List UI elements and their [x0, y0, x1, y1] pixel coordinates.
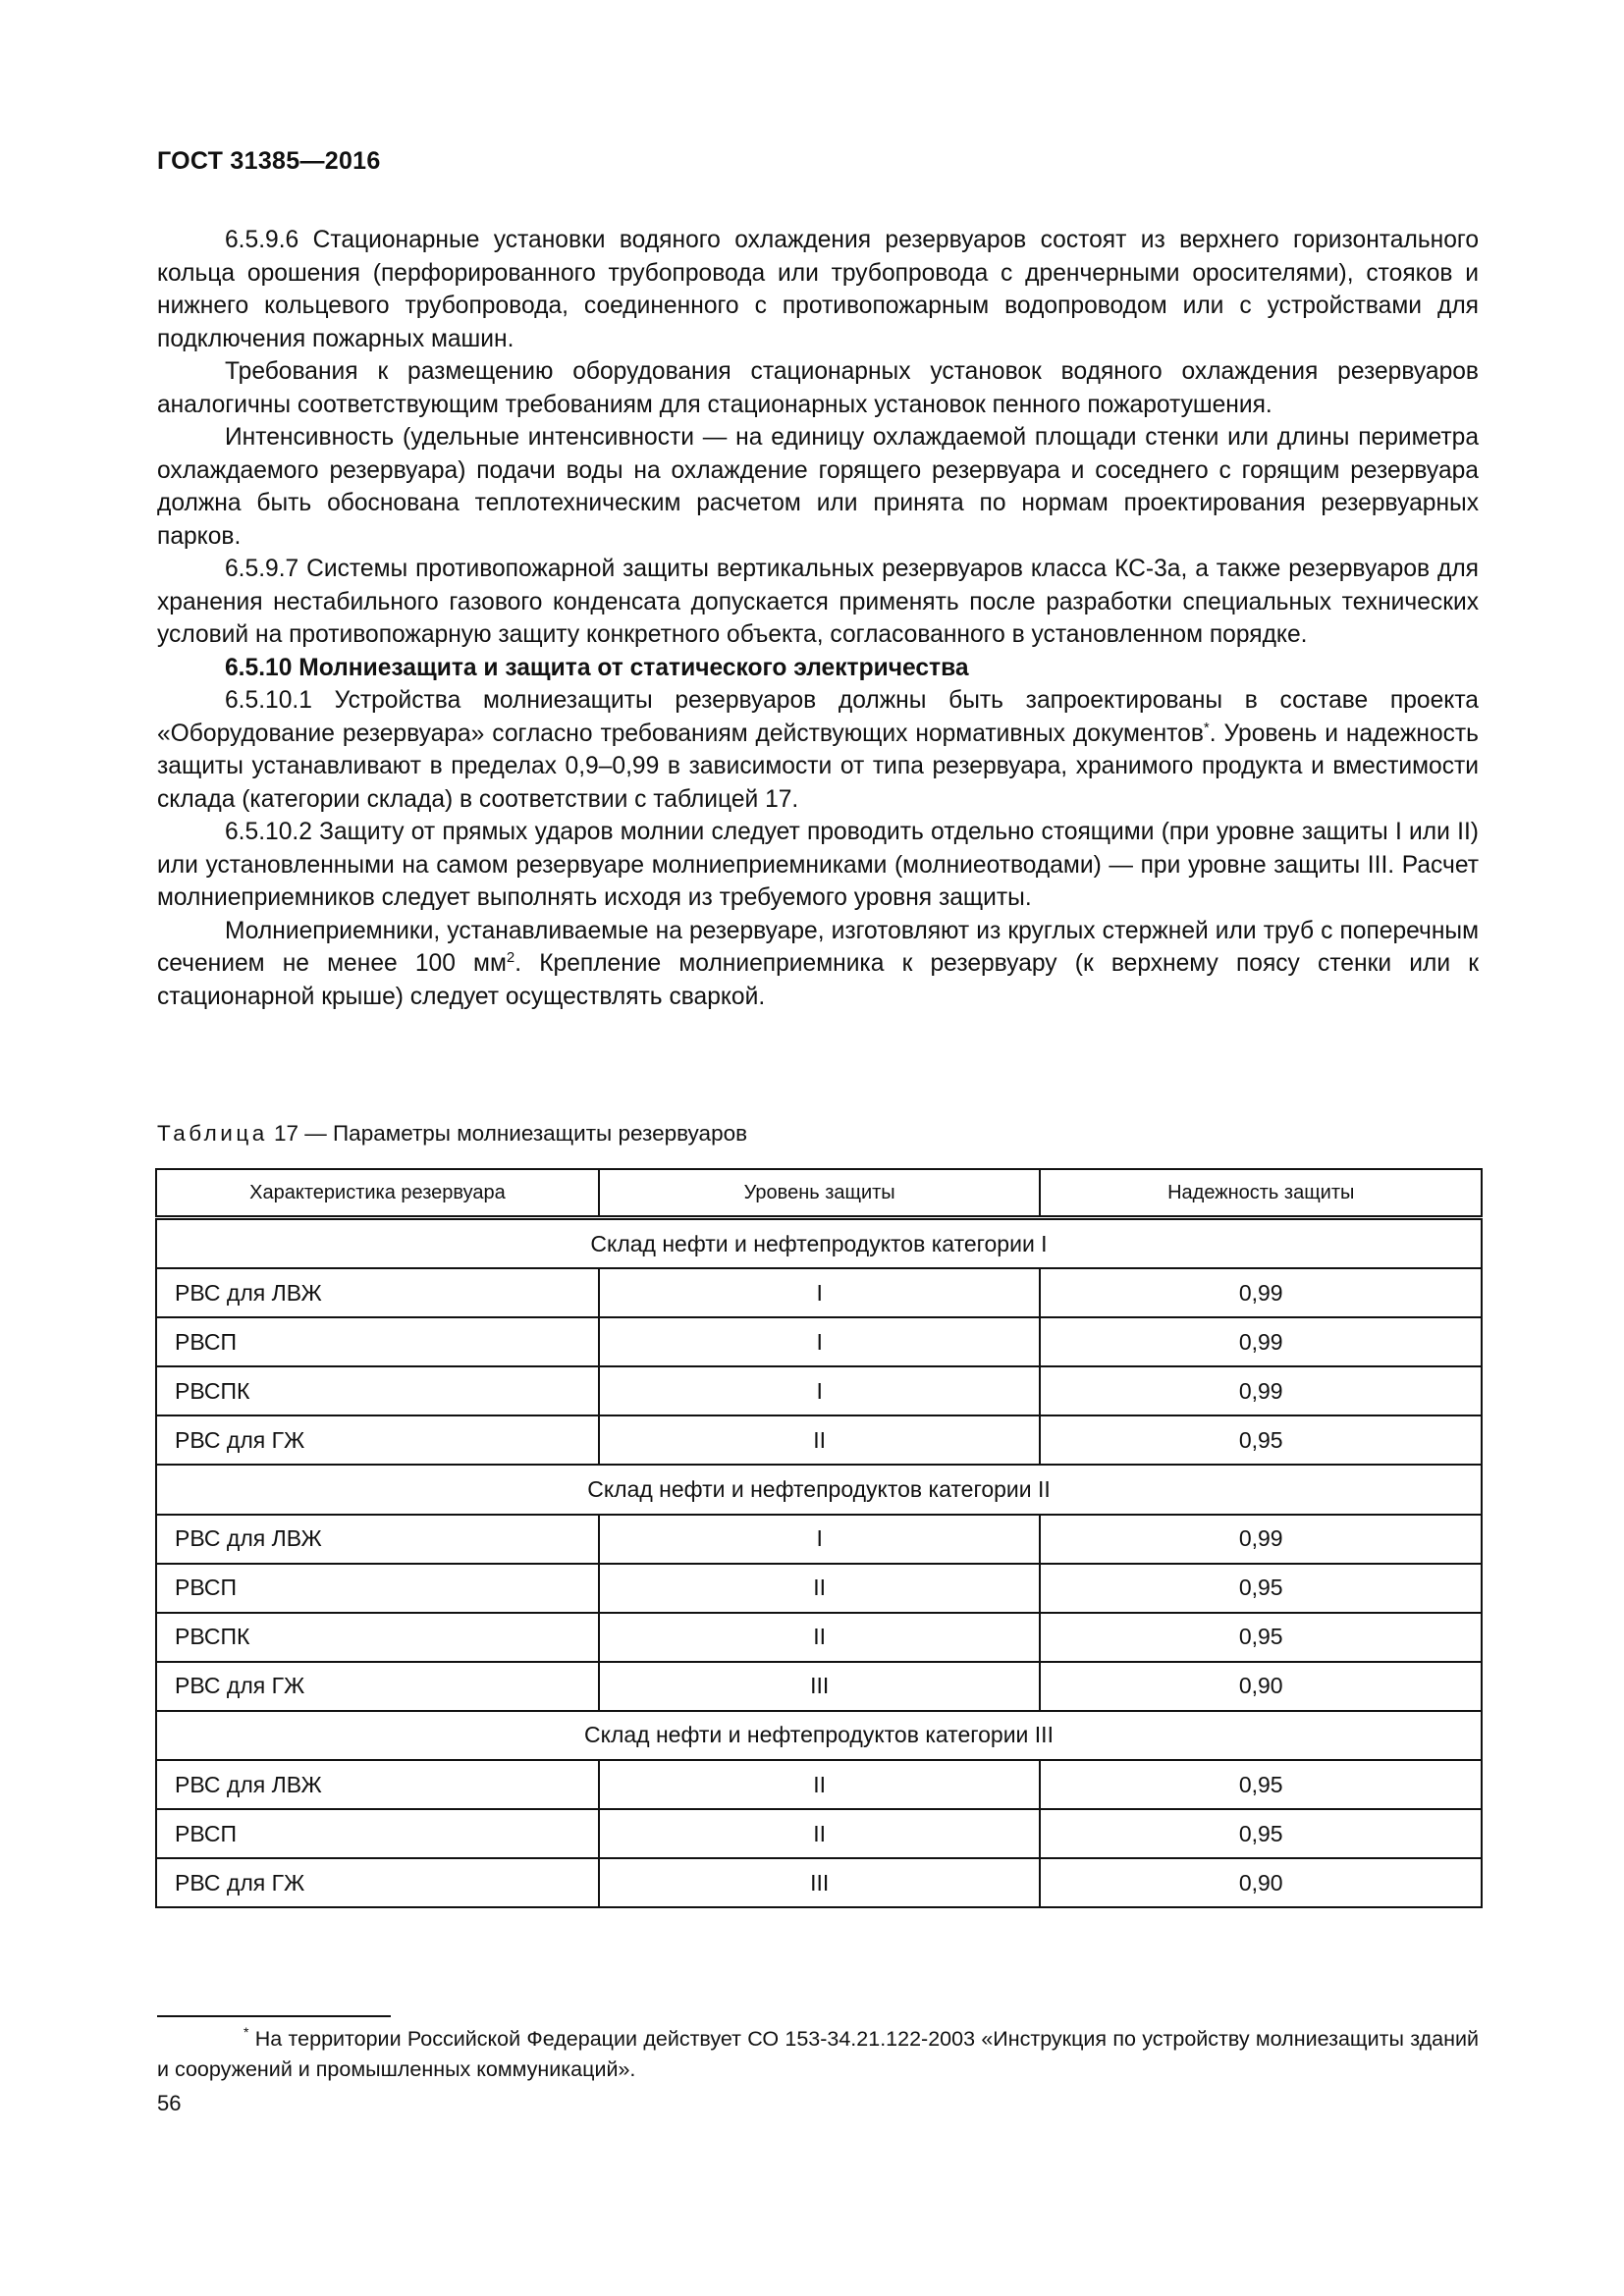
cell-reliability: 0,99 [1040, 1366, 1482, 1415]
footnote-reference: * [1203, 719, 1210, 736]
table-row [156, 1809, 1482, 1858]
cell-characteristic: РВС для ЛВЖ [156, 1760, 599, 1809]
cell-characteristic: РВСП [156, 1564, 599, 1613]
paragraph-6-5-9-6: 6.5.9.6 Стационарные установки водяного охлаждения резервуаров состоят из верхнего горизонтального кольца орошения (перфорированного трубопровода или трубопровода с дренчерными оросителями), стояков и нижнего кольцевого трубопровода, соединенного с противопожарным водопроводом или с устройствами для подключения пожарных машин. [157, 227, 1479, 352]
cell-characteristic: РВС для ЛВЖ [156, 1268, 599, 1317]
table-caption-label: Таблица [157, 1121, 268, 1146]
table-group-row [156, 1218, 1482, 1269]
cell-protection-level: I [599, 1366, 1041, 1415]
cell-protection-level: III [599, 1858, 1041, 1907]
cell-characteristic: РВС для ГЖ [156, 1858, 599, 1907]
column-header-reliability: Надежность защиты [1040, 1169, 1482, 1218]
cell-characteristic: РВСПК [156, 1366, 599, 1415]
cell-reliability: 0,95 [1040, 1613, 1482, 1662]
cell-protection-level: I [599, 1317, 1041, 1366]
footnote-mark: * [244, 2024, 249, 2040]
cell-characteristic: РВСП [156, 1317, 599, 1366]
paragraph-intensity: Интенсивность (удельные интенсивности — на единицу охлаждаемой площади стенки или длины периметра охлаждаемого резервуара) подачи воды на охлаждение горящего резервуара и соседнего с горящим резервуара должна быть обоснована теплотехническим расчетом или принята по нормам проектирования резервуарных парков. [157, 424, 1479, 550]
group-title: Склад нефти и нефтепродуктов категории III [156, 1711, 1482, 1760]
cell-protection-level: II [599, 1613, 1041, 1662]
cell-reliability: 0,95 [1040, 1760, 1482, 1809]
paragraph-text: Молниеприемники, устанавливаемые на резервуаре, изготовляют из круглых стержней или труб с поперечным сечением не менее 100 мм [157, 917, 1479, 977]
group-title: Склад нефти и нефтепродуктов категории II [156, 1465, 1482, 1514]
cell-protection-level: I [599, 1515, 1041, 1564]
table-row [156, 1515, 1482, 1564]
cell-protection-level: II [599, 1809, 1041, 1858]
cell-characteristic: РВСП [156, 1809, 599, 1858]
cell-characteristic: РВС для ЛВЖ [156, 1515, 599, 1564]
paragraph-6-5-10-2: 6.5.10.2 Защиту от прямых ударов молнии следует проводить отдельно стоящими (при уровне защиты I или II) или установленными на самом резервуаре молниеприемниками (молниеотводами) — при уровне защиты III. Расчет молниеприемников следует выполнять исходя из требуемого уровня защиты. [157, 819, 1479, 911]
table-header-row [156, 1169, 1482, 1218]
table-row [156, 1613, 1482, 1662]
cell-characteristic: РВС для ГЖ [156, 1415, 599, 1465]
cell-protection-level: II [599, 1415, 1041, 1465]
paragraph-text: . Крепление молниеприемника к резервуару (к верхнему поясу стенки или к стационарной крыше) следует осуществлять сваркой. [157, 950, 1479, 1010]
document-header: ГОСТ 31385—2016 [157, 147, 381, 175]
table-caption [157, 1121, 747, 1147]
cell-characteristic: РВСПК [156, 1613, 599, 1662]
footnote-text: На территории Российской Федерации действует СО 153-34.21.122-2003 «Инструкция по устройству молниезащиты зданий и сооружений и промышленных коммуникаций». [157, 2027, 1479, 2081]
table-row [156, 1366, 1482, 1415]
lightning-protection-table [155, 1168, 1483, 1908]
body-text [157, 224, 1479, 1013]
table-row [156, 1268, 1482, 1317]
column-header-protection-level: Уровень защиты [599, 1169, 1041, 1218]
cell-protection-level: III [599, 1662, 1041, 1711]
table-row [156, 1564, 1482, 1613]
table-caption-text: 17 — Параметры молниезащиты резервуаров [267, 1121, 748, 1146]
footnote-divider [157, 2015, 391, 2017]
paragraph-text: 6.5.10.1 Устройства молниезащиты резервуаров должны быть запроектированы в составе проекта «Оборудование резервуара» согласно требованиям действующих нормативных документов [157, 687, 1479, 747]
cell-reliability: 0,99 [1040, 1515, 1482, 1564]
group-title: Склад нефти и нефтепродуктов категории I [156, 1218, 1482, 1269]
cell-protection-level: II [599, 1760, 1041, 1809]
cell-protection-level: II [599, 1564, 1041, 1613]
table-row [156, 1662, 1482, 1711]
cell-characteristic: РВС для ГЖ [156, 1662, 599, 1711]
table-row [156, 1858, 1482, 1907]
paragraph-6-5-10-1 [157, 684, 1479, 816]
superscript: 2 [506, 949, 515, 966]
cell-reliability: 0,90 [1040, 1662, 1482, 1711]
data-table [155, 1168, 1483, 1908]
table-group-row [156, 1711, 1482, 1760]
cell-protection-level: I [599, 1268, 1041, 1317]
table-row [156, 1760, 1482, 1809]
table-row [156, 1415, 1482, 1465]
cell-reliability: 0,99 [1040, 1317, 1482, 1366]
cell-reliability: 0,95 [1040, 1809, 1482, 1858]
cell-reliability: 0,95 [1040, 1415, 1482, 1465]
cell-reliability: 0,95 [1040, 1564, 1482, 1613]
paragraph-6-5-9-7: 6.5.9.7 Системы противопожарной защиты вертикальных резервуаров класса КС-3а, а также резервуаров для хранения нестабильного газового конденсата допускается применять после разработки специальных технических условий на противопожарную защиту конкретного объекта, согласованного в установленном порядке. [157, 556, 1479, 648]
table-row [156, 1317, 1482, 1366]
footnote [157, 2024, 1479, 2085]
section-heading-6-5-10: 6.5.10 Молниезащита и защита от статического электричества [225, 654, 969, 681]
paragraph-requirements: Требования к размещению оборудования стационарных установок водяного охлаждения резервуаров аналогичны соответствующим требованиям для стационарных установок пенного пожаротушения. [157, 358, 1479, 418]
cell-reliability: 0,90 [1040, 1858, 1482, 1907]
table-group-row [156, 1465, 1482, 1514]
cell-reliability: 0,99 [1040, 1268, 1482, 1317]
paragraph-lightning-rods [157, 915, 1479, 1014]
page-number: 56 [157, 2091, 182, 2115]
paragraph-text: . Уровень и надежность защиты устанавливают в пределах 0,9–0,99 в зависимости от типа резервуара, хранимого продукта и вместимости склада (категории склада) в соответствии с таблицей 17. [157, 720, 1479, 813]
column-header-characteristic: Характеристика резервуара [156, 1169, 599, 1218]
